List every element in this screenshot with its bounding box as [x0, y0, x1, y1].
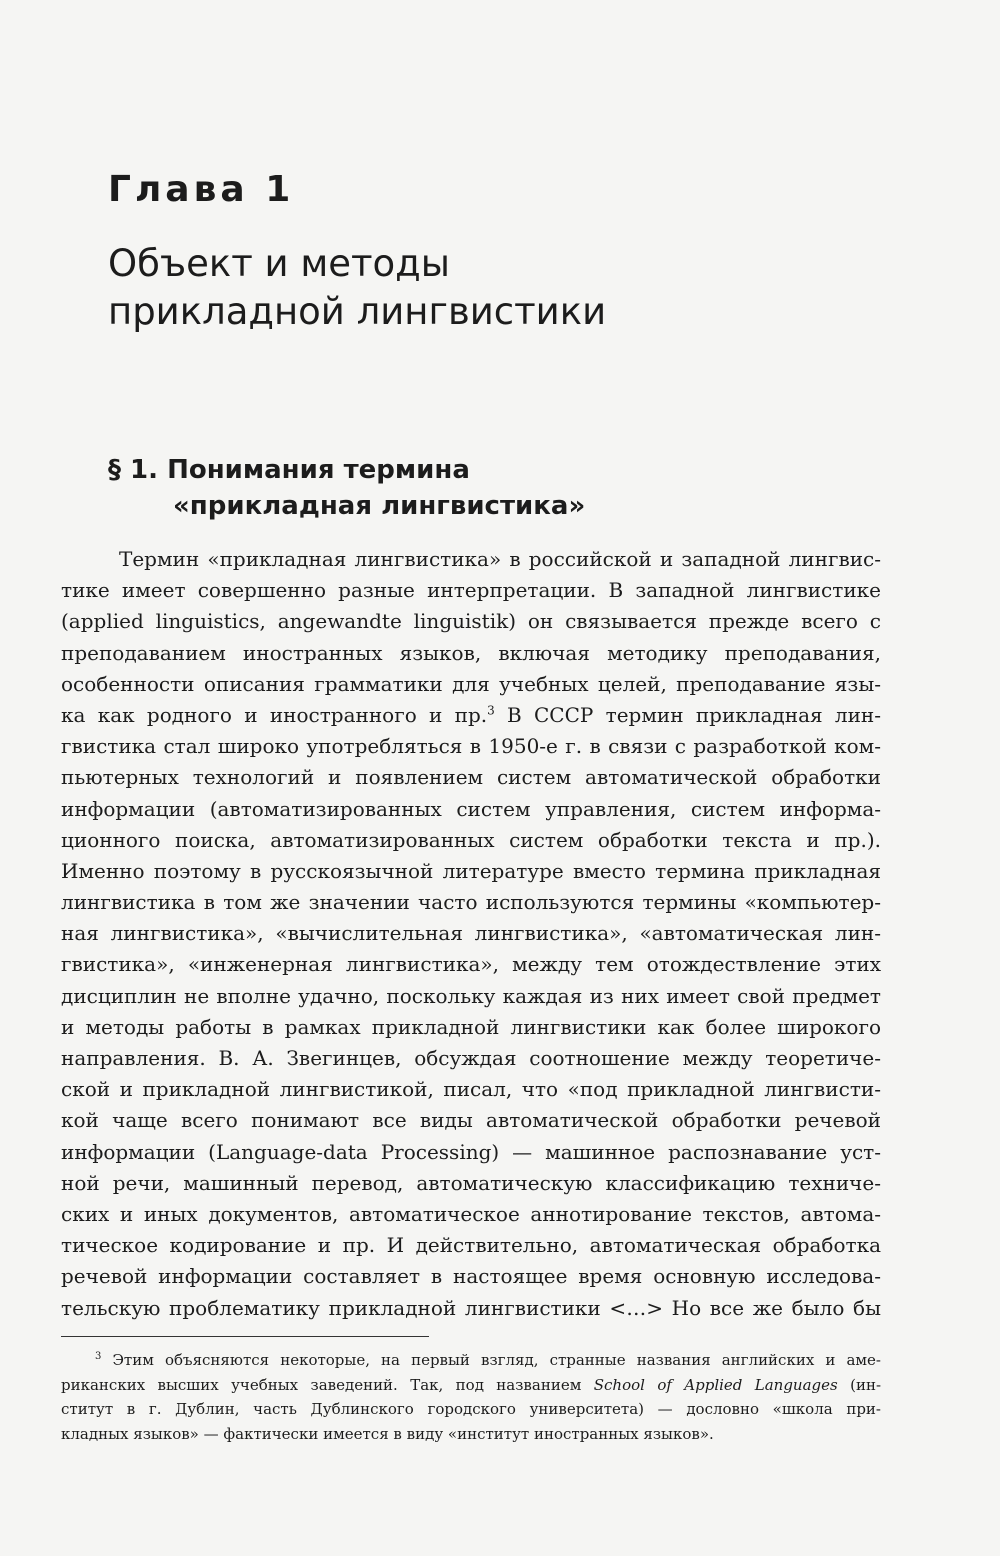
body-line: дисциплин не вполне удачно, поскольку каждая из них имеет свой предмет — [61, 983, 881, 1008]
body-line: Термин «прикладная лингвистика» в российской и западной лингвис- — [119, 547, 881, 571]
body-line-text: В СССР термин прикладная лин- — [494, 702, 882, 727]
body-paragraph — [61, 544, 881, 1324]
body-line: гвистика», «инженерная лингвистика», между тем отождествление этих — [61, 952, 881, 977]
footnote — [61, 1348, 881, 1446]
body-line: информации (автоматизированных систем управления, систем информа- — [61, 796, 881, 821]
body-line: и методы работы в рамках прикладной лингвистики как более широкого — [61, 1014, 881, 1039]
footnote-text: Этим объясняются некоторые, на первый взгляд, странные названия английских и аме- — [101, 1351, 881, 1369]
footnote-italic-title: School of Applied Languages — [593, 1375, 838, 1394]
body-line: Именно поэтому в русскоязычной литературе вместо термина прикладная — [61, 858, 881, 883]
body-line: ная лингвистика», «вычислительная лингвистика», «автоматическая лин- — [61, 921, 881, 946]
body-line: тельскую проблематику прикладной лингвистики <…> Но все же было бы — [61, 1295, 881, 1320]
body-line: ской и прикладной лингвистикой, писал, что «под прикладной лингвисти- — [61, 1077, 881, 1102]
body-line: информации (Language-data Processing) — машинное распознавание уст- — [61, 1139, 881, 1164]
body-line: гвистика стал широко употребляться в 1950-е г. в связи с разработкой ком- — [61, 734, 881, 759]
body-line: тическое кодирование и пр. И действительно, автоматическая обработка — [61, 1233, 881, 1258]
section-heading-line: § 1. Понимания термина — [108, 455, 470, 485]
body-line: (applied linguistics, angewandte linguistik) он связывается прежде всего с — [61, 609, 881, 634]
chapter-title — [108, 240, 928, 336]
body-line: ционного поиска, автоматизированных систем обработки текста и пр.). — [61, 827, 881, 852]
footnote-marker: 3 — [95, 1351, 102, 1362]
footnote-line: ститут в г. Дублин, часть Дублинского городского университета) — дословно «школа при- — [61, 1400, 881, 1418]
footnote-line: кладных языков» — фактически имеется в виду «институт иностранных языков». — [61, 1424, 714, 1443]
body-line: тике имеет совершенно разные интерпретации. В западной лингвистике — [61, 578, 881, 603]
footnote-text: (ин- — [837, 1375, 882, 1394]
chapter-title-line: Объект и методы — [108, 242, 450, 285]
chapter-title-line: прикладной лингвистики — [108, 290, 607, 333]
body-line-text: ка как родного и иностранного и пр. — [61, 702, 488, 727]
footnote-text: риканских высших учебных заведений. Так, под названием — [61, 1375, 594, 1394]
footnote-line — [61, 1373, 881, 1398]
body-line: лингвистика в том же значении часто используются термины «компьютер- — [61, 890, 881, 915]
section-heading — [108, 452, 908, 524]
footnote-divider — [61, 1336, 429, 1337]
body-line: речевой информации составляет в настоящее время основную исследова- — [61, 1264, 881, 1289]
footnote-line — [61, 1348, 881, 1373]
body-line: кой чаще всего понимают все виды автоматической обработки речевой — [61, 1108, 881, 1133]
section-heading-line: «прикладная лингвистика» — [173, 491, 586, 521]
body-line: пьютерных технологий и появлением систем автоматической обработки — [61, 765, 881, 790]
body-line — [61, 700, 881, 731]
body-line: ной речи, машинный перевод, автоматическую классификацию техниче- — [61, 1170, 881, 1195]
chapter-label: Глава 1 — [108, 169, 295, 210]
footnote-ref: 3 — [487, 703, 495, 718]
body-line: особенности описания грамматики для учебных целей, преподавание язы- — [61, 671, 881, 696]
body-line: направления. В. А. Звегинцев, обсуждая соотношение между теоретиче- — [61, 1046, 881, 1070]
body-line: преподаванием иностранных языков, включая методику преподавания, — [61, 640, 881, 665]
body-line: ских и иных документов, автоматическое аннотирование текстов, автома- — [61, 1201, 881, 1226]
